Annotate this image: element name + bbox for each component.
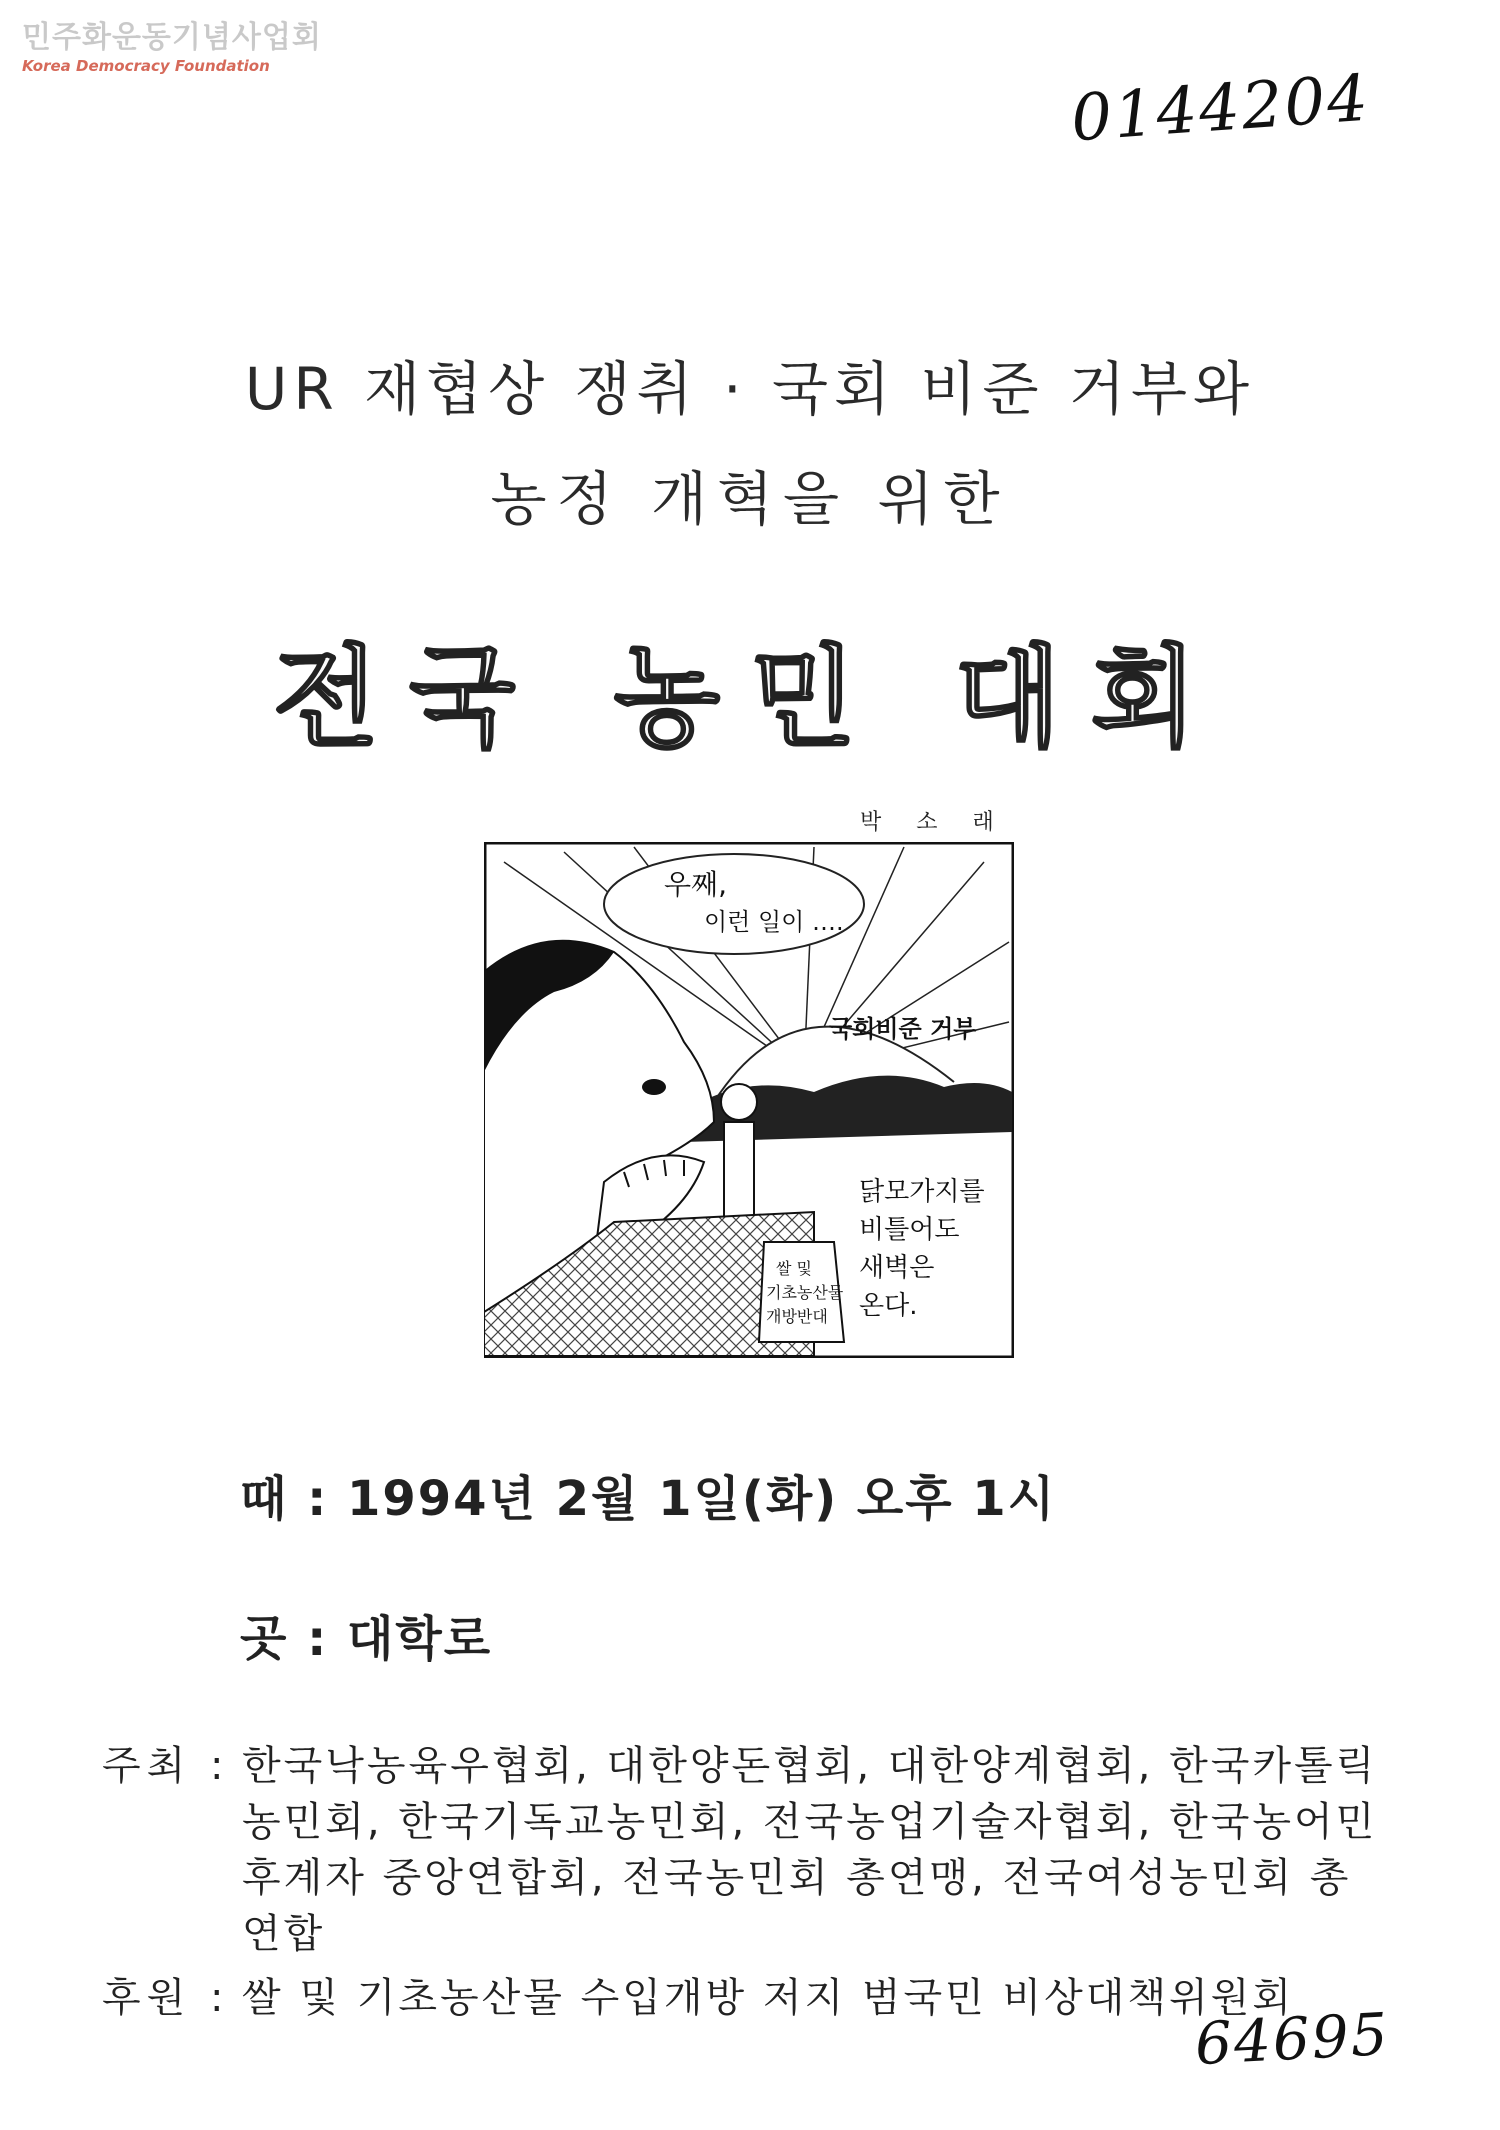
speech-line-2: 이런 일이 …. (704, 908, 844, 936)
bag-label-1: 쌀 및 (776, 1259, 812, 1278)
caption-line-4: 온다. (859, 1291, 918, 1321)
sun-label: 국회비준 거부 (829, 1015, 977, 1043)
event-location: 곳 : 대학로 (240, 1611, 493, 1667)
watermark-english: Korea Democracy Foundation (22, 57, 270, 75)
event-datetime: 때 : 1994년 2월 1일(화) 오후 1시 (240, 1471, 1057, 1527)
organizers-list: 한국낙농육우협회, 대한양돈협회, 대한양계협회, 한국카톨릭농민회, 한국기독교농민회, 전국농업기술자협회, 한국농어민후계자 중앙연합회, 전국농민회 총연맹, 전국여성농민회 총연합 (242, 1743, 1378, 1957)
sponsor-name: 쌀 및 기초농산물 수입개방 저지 범국민 비상대책위원회 (242, 1975, 1295, 2021)
organizers-label: 주최 : (102, 1743, 230, 1789)
speech-bubble (604, 854, 864, 954)
speech-line-1: 우째, (664, 868, 727, 901)
cartoon-artist: 박 소 래 (860, 810, 1008, 835)
caption-line-3: 새벽은 (859, 1253, 935, 1283)
political-cartoon (484, 842, 1014, 1358)
sponsor-label: 후원 : (102, 1975, 230, 2021)
main-title: 전국 농민 대회 (272, 634, 1228, 762)
bag-label-2: 기초농산물 (766, 1283, 844, 1302)
heading-line-2: 농정 개혁을 위한 (490, 465, 1010, 533)
caption-line-2: 비틀어도 (859, 1215, 960, 1245)
watermark-korean: 민주화운동기념사업회 (22, 20, 322, 55)
caption-line-1: 닭모가지를 (859, 1177, 985, 1207)
handwritten-id-top: 0144204 (1068, 61, 1373, 157)
handwritten-id-bottom: 64695 (1193, 1999, 1392, 2079)
watermark-logo (22, 20, 322, 76)
heading-line-1: UR 재협상 쟁취 · 국회 비준 거부와 (244, 355, 1256, 423)
eye (642, 1079, 666, 1095)
bag-label-3: 개방반대 (766, 1307, 828, 1326)
